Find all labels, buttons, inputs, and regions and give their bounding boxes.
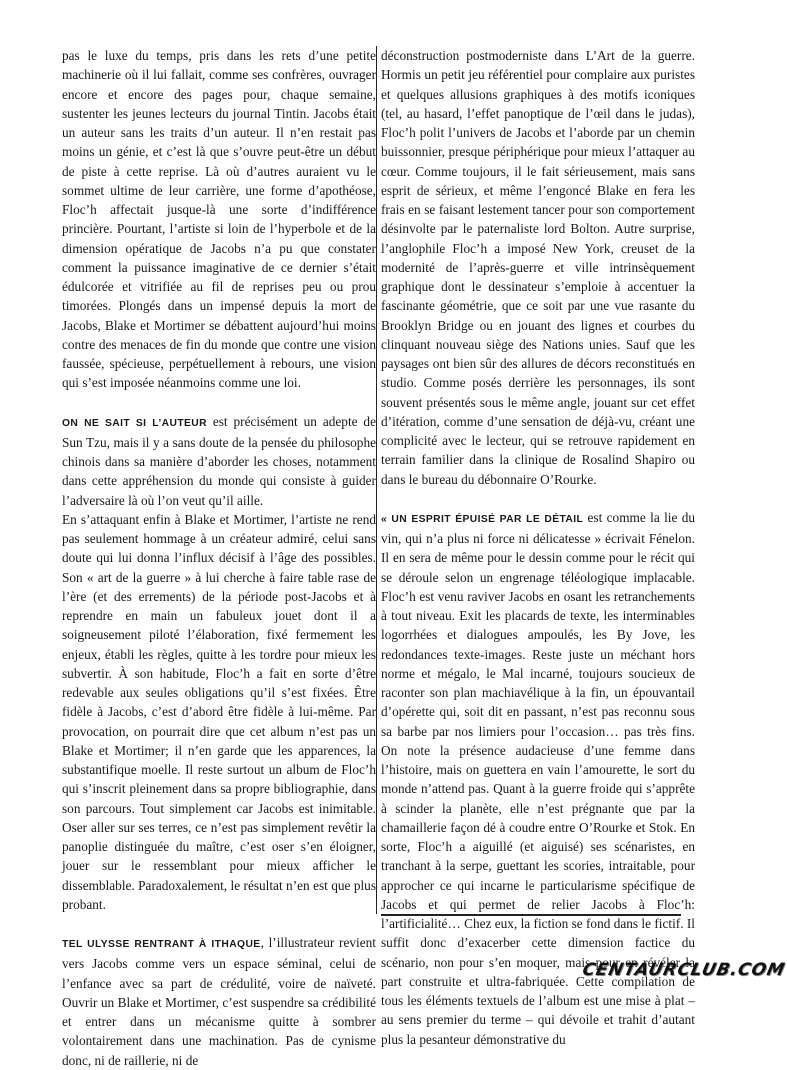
paragraph-lead: TEL ULYSSE RENTRANT À ITHAQUE [62,939,261,950]
paragraph-5: déconstruction postmoderniste dans L’Art de la guerre. Hormis un petit jeu référentiel pour complaire aux puristes et quelques allusions graphiques à des motifs iconiques (tel, au hasard, l’effet panoptique de l’œil dans le judas), Floc’h polit l’univers de Jacobs et l’aborde par un chemin buissonnier, presque périphérique pour mieux l’attaquer au cœur. Comme toujours, il le fait sérieusement, mais sans esprit de sérieux, et même l’engoncé Blake en fera les frais en se faisant lestement tancer pour son comportement désinvolte par le paternaliste lord Bolton. Autre surprise, l’anglophile Floc’h a imposé New York, creuset de la modernité de l’après-guerre et ville intrinsèquement graphique dont le dessinateur s’emploie à accentuer la fascinante géométrie, que ce soit par une vue rasante du Brooklyn Bridge ou en jouant des lignes et courbes du clinquant nouveau siège des Nations unies. Sauf que les paysages ont bien sûr des allures de décors reconstitués en studio. Comme posés derrière les personnages, ils sont souvent présentés sous le même angle, jouant sur cet effet d’itération, comme d’une sensation de déjà-vu, créant une complicité avec le lecteur, qui se retrouve rapidement en terrain familier dans la clinique de Rosalind Shapiro ou dans le bureau du débonnaire O’Rourke. [381,48,695,487]
site-watermark: CENTAURCLUB.COM [580,960,787,980]
right-column [381,46,695,1049]
paragraph-body: est précisément un adepte de Sun Tzu, mais il y a sans doute de la pensée du philosophe chinois dans sa manière d’aborder les choses, notamment dans cette appréhension du monde qui consiste à guider l’adversaire là où l’on veut qu’il aille. [62,413,376,508]
paragraph-4 [62,933,376,1070]
paragraph-lead: « UN ESPRIT ÉPUISÉ PAR LE DÉTAIL [381,513,584,525]
paragraph-body: est comme la lie du vin, qui n’a plus ni force ni délicatesse » écrivait Fénelon. Il en sera de même pour le dessin comme pour le récit qui se déroule selon un engrenage téléologique implacable. Floc’h est venu raviver Jacobs en osant les retranchements à tout niveau. Exit les placards de texte, les interminables logorrhées et dialogues ampoulés, les By Jove, les redondances texte-images. Reste juste un méchant hors norme et mégalo, le Mal incarné, toujours soucieux de raconter son plan machiavélique à la fin, un épouvantail d’opérette qui, soit dit en passant, n’est pas reconnu sous sa barbe par nos limiers pour l’occasion… pas très fins. On note la présence audacieuse d’une femme dans l’histoire, mais on guettera en vain l’amourette, le sort du monde n’attend pas. Quant à la guerre froide qui s’apprête à scinder la planète, elle n’est prégnante que par la chamaillerie façon dé à coudre entre O’Rourke et Stok. En sorte, Floc’h a aiguillé (et aiguisé) ses scénaristes, en tranchant à la serpe, guettant les scories, intraitable, pour approcher ce qui incarne le particularisme spécifique de Jacobs et qui permet de relier Jacobs à Floc’h: l’artificialité… Chez eux, la fiction se fond dans le fictif. Il suffit donc d’exacerber cette dimension factice du scénario, non pour s’en moquer, mais pour en révéler la part construite et ultra-fabriquée. Cette compilation de tous les éléments textuels de l’album est une mise à plat – au sens premier du terme – qui dévoile et trahit d’autant plus la pesanteur démonstrative du [381,509,695,1047]
paragraph-3: En s’attaquant enfin à Blake et Mortimer, l’artiste ne rend pas seulement hommage à un créateur admiré, celui sans doute qui lui donna l’influx décisif à l’âge des possibles. Son « art de la guerre » à lui cherche à faire table rase de l’ère (et des errements) de la période post-Jacobs et à reprendre en main un fabuleux jouet dont il a soigneusement piloté l’élaboration, fixé fermement les enjeux, établi les règles, quitte à les tordre pour mieux les subvertir. À son habitude, Floc’h a fait en sorte d’être redevable aux seules obligations qu’il s’est fixées. Être fidèle à Jacobs, c’est d’abord être fidèle à lui-même. Par provocation, on pourrait dire que cet album n’est pas un Blake et Mortimer; il n’en garde que les apparences, la substantifique moelle. Il reste surtout un album de Floc’h qui s’inscrit pleinement dans sa propre bibliographie, dans son parcours. Tout simplement car Jacobs est inimitable. Oser aller sur ses terres, ce n’est pas simplement revêtir la panoplie distinguée du maître, c’est oser s’en éloigner, jouer sur le ressemblant pour mieux afficher le dissemblable. Paradoxalement, le résultat n’en est que plus probant. [62,511,376,912]
column-divider [376,46,377,914]
left-column [62,46,376,1070]
paragraph-2 [62,412,376,510]
paragraph-lead: ON NE SAIT SI L’AUTEUR [62,417,207,429]
paragraph-body: , l’illustrateur revient vers Jacobs comme vers un espace séminal, celui de l’enfance avec sa part de crédulité, voire de naïveté. Ouvrir un Blake et Mortimer, c’est suspendre sa crédibilité et entrer dans un mécanisme quitte à sombrer volontairement dans une machination. Pas de cynisme donc, ni de raillerie, ni de [62,935,376,1068]
paragraph-1: pas le luxe du temps, pris dans les rets d’une petite machinerie où il lui fallait, comme ses confrères, ouvrager encore et encore des pages pour, chaque semaine, sustenter les jeunes lecteurs du journal Tintin. Jacobs était un auteur sans les traits d’un auteur. Il n’en restait pas moins un génie, et c’est là que s’ouvre peut-être un début de piste à cette reprise. Là où d’autres auraient vu le sommet ultime de leur carrière, une forme d’apothéose, Floc’h affectait jusque-là une sorte d’indifférence princière. Pourtant, l’artiste si loin de l’hyperbole et de la dimension opératique de Jacobs n’a pu que constater comment la puissance imaginative de ce dernier s’était édulcorée et vitrifiée au fil de reprises peu ou prou timorées. Plongés dans un impensé depuis la mort de Jacobs, Blake et Mortimer se débattent aujourd’hui moins contre des menaces de fin du monde que contre une vision faussée, spécieuse, perpétuellement à rebours, une vision qui s’est imposée néanmoins comme une loi. [62,48,376,391]
